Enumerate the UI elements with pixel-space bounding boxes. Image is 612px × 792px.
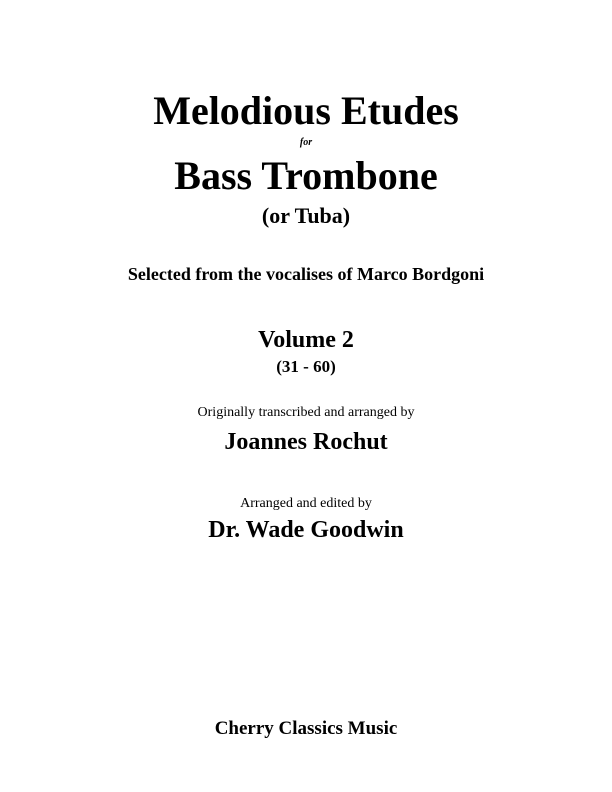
volume-range: (31 - 60) [276, 357, 336, 376]
source-note: Selected from the vocalises of Marco Bordgoni [127, 264, 485, 284]
for-connector: for [299, 137, 313, 148]
editor-name: Dr. Wade Goodwin [208, 517, 404, 543]
volume-label: Volume 2 [258, 327, 354, 353]
original-arranger-label: Originally transcribed and arranged by [197, 405, 415, 420]
page-title: Melodious Etudes [153, 88, 459, 133]
publisher-name: Cherry Classics Music [214, 718, 398, 739]
editor-label: Arranged and edited by [240, 496, 372, 511]
original-arranger-name: Joannes Rochut [224, 429, 388, 455]
instrument-title: Bass Trombone [174, 153, 438, 198]
alternate-instrument: (or Tuba) [261, 203, 351, 228]
